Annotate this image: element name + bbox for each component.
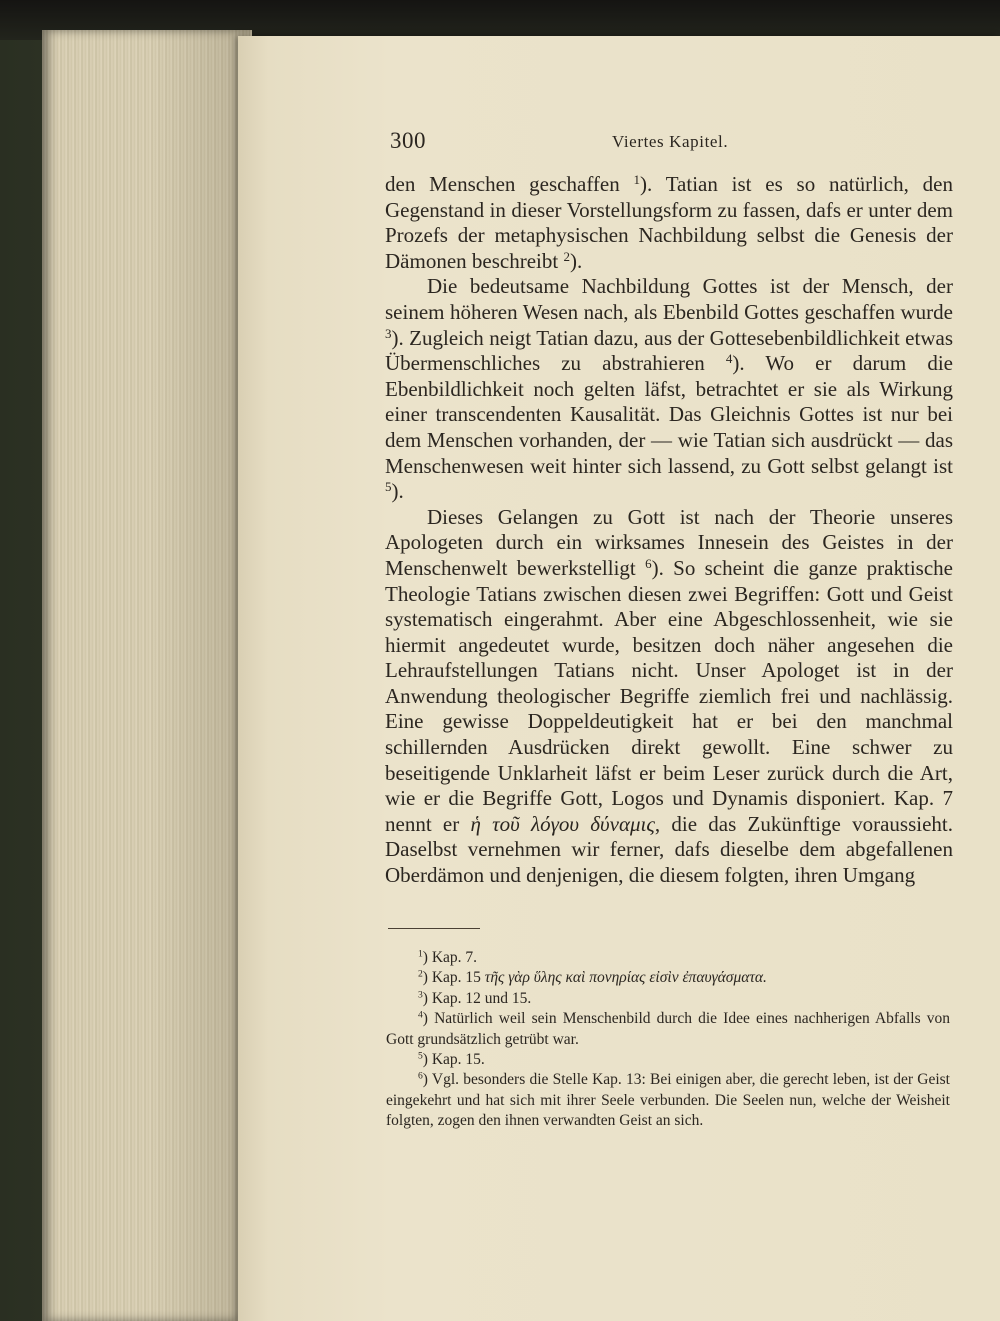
body-text <box>385 172 953 889</box>
footnotes <box>386 948 950 1132</box>
footnote-ref-4: 4 <box>725 351 733 366</box>
footnote-separator <box>388 928 480 929</box>
footnote-6: $^6$) Vgl. besonders die Stelle Kap. 13: Bei einigen aber, die gerecht leben, ist der Geist eingekehrt und hat sich mit ihrer Seele verbunden. Die Seelen nun, welche der Weisheit folgten, zogen den ihnen verwandten Geist an sich. <box>386 1071 950 1130</box>
footnote-5: $^5$) Kap. 15. <box>418 1050 485 1069</box>
footnote-ref-3: 3 <box>385 325 392 341</box>
footnote-2: $^2$) Kap. 15 τῆς γὰρ ὕλης καὶ πονηρίας εἰσὶν ἐπαυγάσματα. <box>418 969 767 987</box>
paragraph-1: den Menschen geschaffen $^1$). Tatian ist es so natürlich, den Gegenstand in dieser Vorstellungsform zu fassen, dafs er unter dem Prozefs der metaphysischen Nachbildung selbst die Genesis der Dämonen beschreibt $^2$). <box>385 171 953 273</box>
page-number: 300 <box>390 128 426 153</box>
chapter-title: Viertes Kapitel. <box>612 132 729 151</box>
footnote-1: $^1$) Kap. 7. <box>418 948 478 966</box>
footnote-greek: τῆς γὰρ ὕλης καὶ πονηρίας εἰσὶν ἐπαυγάσματα. <box>484 969 767 987</box>
footnote-3: $^3$) Kap. 12 und 15. <box>418 989 532 1007</box>
paragraph-3: Dieses Gelangen zu Gott ist nach der Theorie unseres Apologeten durch ein wirksames Innesein des Geistes in der Menschenwelt bewerkstelligt $^6$). So scheint die ganze praktische Theologie Tatians zwischen diesen zwei Begriffen: Gott und Geist systematisch eingerahmt. Aber eine Abgeschlossenheit, wie sie hiermit angedeutet wurde, besitzen doch näher angesehen die Lehraufstellungen Tatians nicht. Unser Apologet ist in der Anwendung theologischer Begriffe ziemlich frei und nachlässig. Eine gewisse Doppeldeutigkeit hat er bei den manchmal schillernden Ausdrücken direkt gewollt. Eine schwer zu beseitigende Unklarheit läfst er beim Leser zurück durch die Art, wie er die Begriffe Gott, Logos und Dynamis disponiert. Kap. 7 nennt er ἡ τοῦ λόγου δύναμις, die das Zukünftige voraussieht. Daselbst vernehmen wir ferner, dafs dieselbe dem abgefallenen Oberdämon und denjenigen, die diesem folgten, ihren Umgang <box>385 504 953 888</box>
footnote-4: $^4$) Natürlich weil sein Menschenbild durch die Idee eines nachherigen Abfalls von Gott grundsätzlich getrübt war. <box>386 1009 950 1048</box>
paragraph-2: Die bedeutsame Nachbildung Gottes ist der Mensch, der seinem höheren Wesen nach, als Ebenbild Gottes geschaffen wurde $^3$). Zugleich neigt Tatian dazu, aus der Gottesebenbildlichkeit etwas Übermenschliches zu abstrahieren $^4$). Wo er darum die Ebenbildlichkeit noch gelten läfst, betrachtet er sie als Wirkung einer transcendenten Kausalität. Das Gleichnis Gottes ist nur bei dem Menschen vorhanden, der — wie Tatian sich ausdrückt — das Menschenwesen weit hinter sich lassend, zu Gott selbst gelangt ist $^5$). <box>385 274 954 504</box>
running-head <box>390 128 762 158</box>
footnote-ref-1: 1 <box>633 171 641 187</box>
footnote-ref-2: 2 <box>563 248 570 264</box>
greek-phrase: ἡ τοῦ λόγου δύναμις <box>470 811 655 836</box>
footnote-ref-5: 5 <box>385 478 392 494</box>
footnote-ref-6: 6 <box>645 555 652 571</box>
page-edges-shadow <box>150 30 250 1321</box>
